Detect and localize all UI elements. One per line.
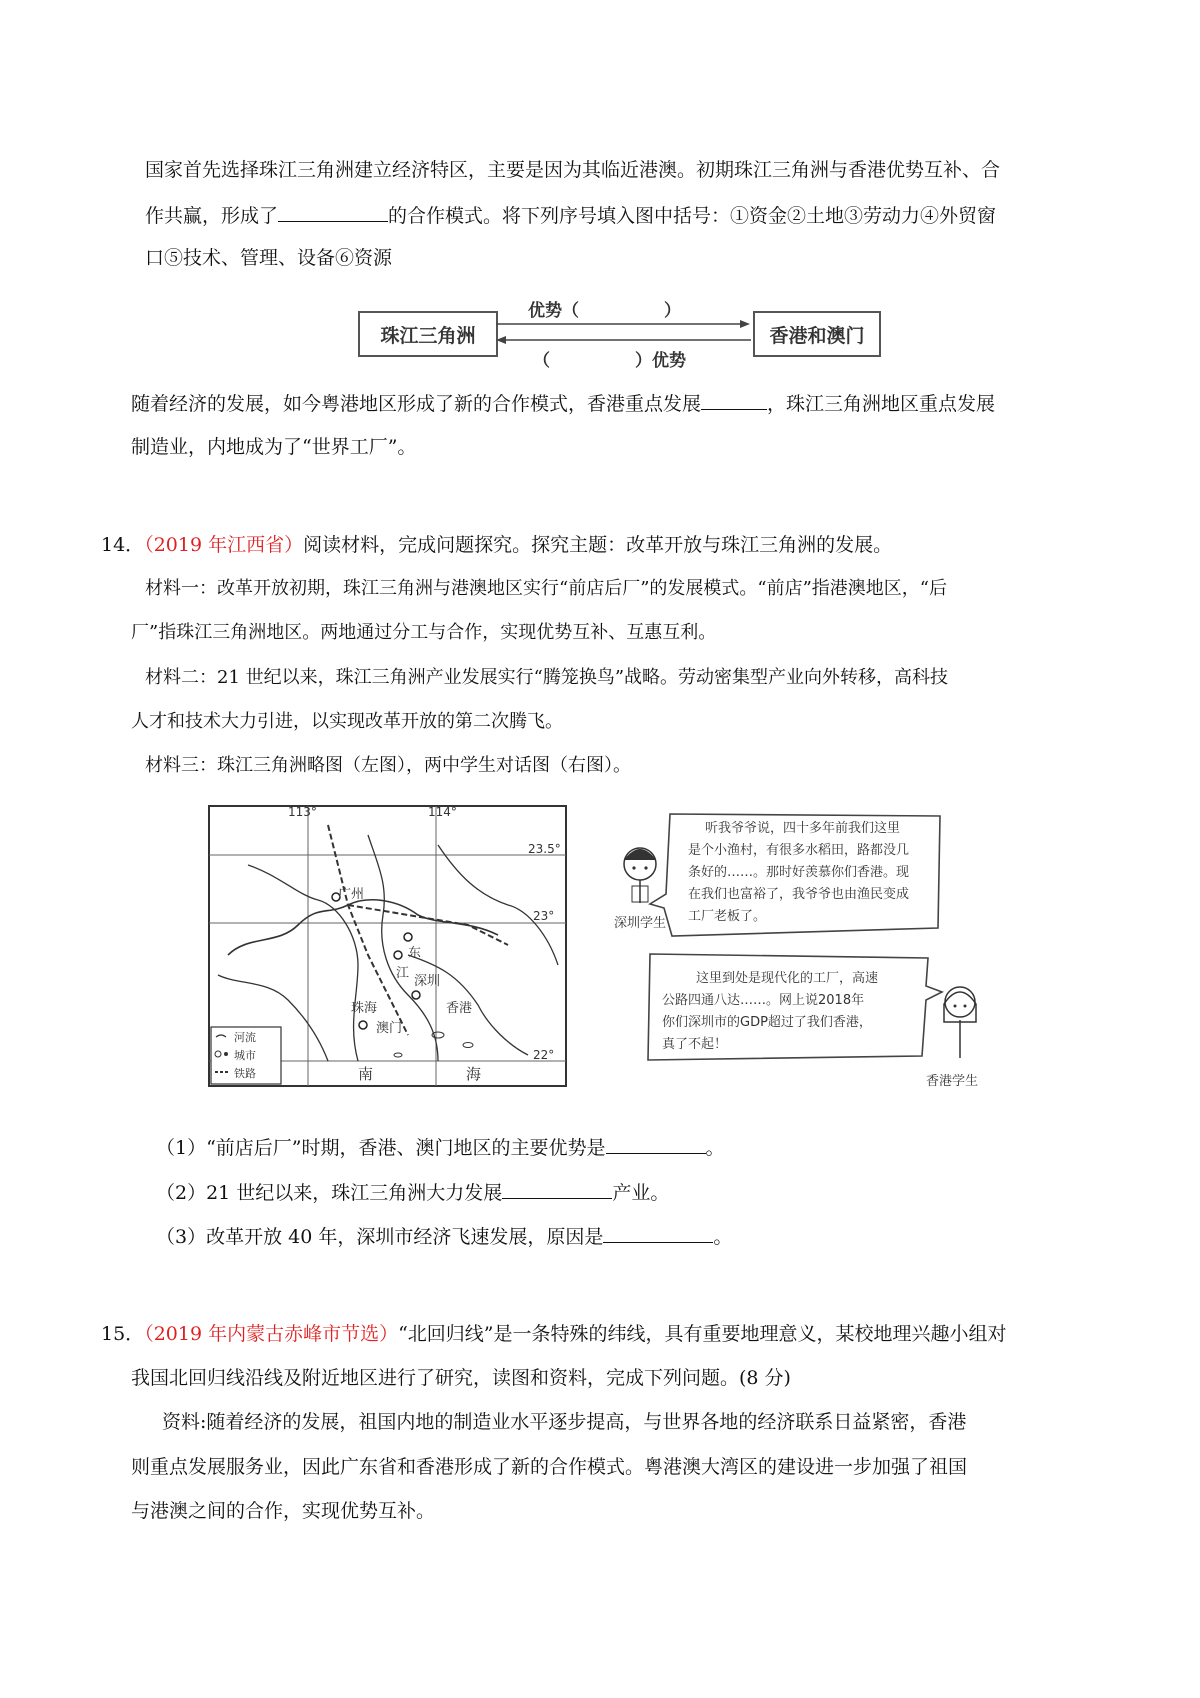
text: 。: [705, 1137, 725, 1159]
question-intro: “北回归线”是一条特殊的纬线，具有重要地理意义，某校地理兴趣小组对: [398, 1323, 1007, 1345]
speaker-hongkong-student: 香港学生: [926, 1074, 979, 1089]
legend-city: 城市: [234, 1049, 256, 1062]
paragraph-line: 则重点发展服务业，因此广东省和香港形成了新的合作模式。粤港澳大湾区的建设进一步加强了祖国: [131, 1456, 968, 1478]
text: （2）21 世纪以来，珠江三角洲大力发展: [156, 1182, 503, 1204]
question-source: （2019 年江西省）: [144, 534, 304, 556]
material-line: 材料三：珠江三角洲略图（左图），两中学生对话图（右图）。: [145, 755, 631, 776]
legend-river: 河流: [234, 1031, 256, 1044]
question-intro: 阅读材料，完成问题探究。探究主题：改革开放与珠江三角洲的发展。: [303, 534, 893, 556]
paragraph-line: 与港澳之间的合作，实现优势互补。: [131, 1500, 436, 1522]
prd-box: 珠江三角洲: [358, 311, 498, 357]
paragraph-line: 制造业，内地成为了“世界工厂”。: [131, 436, 417, 458]
arrow-left-icon: [496, 336, 506, 344]
answer-blank[interactable]: [606, 1133, 706, 1154]
paragraph-line: 口⑤技术、管理、设备⑥资源: [145, 247, 393, 269]
text: 的合作模式。将下列序号填入图中括号：①资金②土地③劳动力④外贸窗: [388, 205, 997, 227]
city-label-macau: 澳门: [376, 1021, 403, 1036]
city-label-dongguan: 东: [408, 946, 422, 961]
lon-label: 114°: [428, 805, 457, 819]
material-line: 材料二：21 世纪以来，珠江三角洲产业发展实行“腾笼换鸟”战略。劳动密集型产业向外转移，高科技: [145, 667, 949, 688]
bubble-1-line: 工厂老板了。: [688, 909, 767, 924]
text: （3）改革开放 40 年，深圳市经济飞速发展，原因是: [156, 1226, 604, 1248]
city-label-shenzhen: 深圳: [414, 974, 441, 989]
city-label-jiang: 江: [396, 966, 410, 981]
answer-blank[interactable]: [278, 201, 388, 222]
sea-label: 海: [466, 1065, 482, 1083]
question-number: 15．: [101, 1323, 145, 1345]
question-source: （2019 年内蒙古赤峰市节选）: [144, 1323, 399, 1345]
text: 。: [713, 1226, 733, 1248]
paragraph-line: [145, 201, 996, 229]
material-line: 厂”指珠江三角洲地区。两地通过分工与合作，实现优势互补、互惠互利。: [131, 622, 717, 643]
city-label-hongkong: 香港: [446, 1001, 473, 1016]
bubble-1-line: 是个小渔村，有很多水稻田，路都没几: [688, 843, 910, 858]
bottom-arrow-label: （ ）优势: [533, 351, 686, 371]
question-14-header: [101, 532, 892, 558]
top-arrow-label: 优势（ ）: [528, 301, 681, 321]
student-dialogue: [610, 808, 990, 1098]
paragraph-line: 我国北回归线沿线及附近地区进行了研究，读图和资料，完成下列问题。(8 分): [131, 1367, 791, 1389]
city-label-zhuhai: 珠海: [351, 1001, 378, 1016]
lat-label: 22°: [533, 1048, 555, 1062]
bubble-1-line: 听我爷爷说，四十多年前我们这里: [705, 821, 901, 836]
answer-blank[interactable]: [701, 389, 767, 410]
question-14-3: [156, 1222, 732, 1250]
text: 产业。: [612, 1182, 670, 1204]
lon-label: 113°: [288, 805, 317, 819]
arrow-right-icon: [740, 320, 750, 328]
bubble-2-line: 真了不起！: [662, 1037, 728, 1052]
map-drawing: [208, 805, 568, 1088]
question-number: 14．: [101, 534, 145, 556]
sea-label: 南: [358, 1065, 374, 1083]
text: （1）“前店后厂”时期，香港、澳门地区的主要优势是: [156, 1137, 606, 1159]
material-line: 人才和技术大力引进，以实现改革开放的第二次腾飞。: [131, 711, 563, 732]
text: 作共赢，形成了: [145, 205, 279, 227]
hk-macau-box: 香港和澳门: [753, 311, 881, 357]
city-label-guangzhou: 广州: [338, 887, 365, 902]
bubble-2-line: 你们深圳市的GDP超过了我们香港，: [662, 1015, 872, 1030]
paragraph-line: 资料:随着经济的发展，祖国内地的制造业水平逐步提高，与世界各地的经济联系日益紧密，香港: [162, 1411, 967, 1433]
paragraph-line: [131, 389, 995, 417]
answer-blank[interactable]: [603, 1222, 713, 1243]
answer-blank[interactable]: [502, 1178, 612, 1199]
legend-rail: 铁路: [234, 1067, 256, 1080]
lat-label: 23°: [533, 909, 555, 923]
speaker-shenzhen-student: 深圳学生: [614, 916, 667, 931]
text: ，珠江三角洲地区重点发展: [767, 393, 996, 415]
cooperation-diagram: [358, 296, 878, 371]
text: 随着经济的发展，如今粤港地区形成了新的合作模式，香港重点发展: [131, 393, 702, 415]
bubble-1-line: 条好的……。那时好羡慕你们香港。现: [688, 865, 910, 880]
bubble-2-line: 这里到处是现代化的工厂，高速: [696, 971, 879, 986]
lat-label: 23.5°: [528, 842, 561, 856]
question-14-1: [156, 1133, 725, 1161]
bubble-2-line: 公路四通八达……。网上说2018年: [662, 993, 865, 1008]
material-line: 材料一：改革开放初期，珠江三角洲与港澳地区实行“前店后厂”的发展模式。“前店”指港澳地区，“后: [145, 578, 948, 599]
question-14-2: [156, 1178, 669, 1206]
prd-map: [208, 805, 568, 1088]
bubble-1-line: 在我们也富裕了，我爷爷也由渔民变成: [688, 887, 910, 902]
paragraph-line: 国家首先选择珠江三角洲建立经济特区，主要是因为其临近港澳。初期珠江三角洲与香港优势互补、合: [145, 159, 1001, 181]
question-15-header: [101, 1321, 1007, 1347]
